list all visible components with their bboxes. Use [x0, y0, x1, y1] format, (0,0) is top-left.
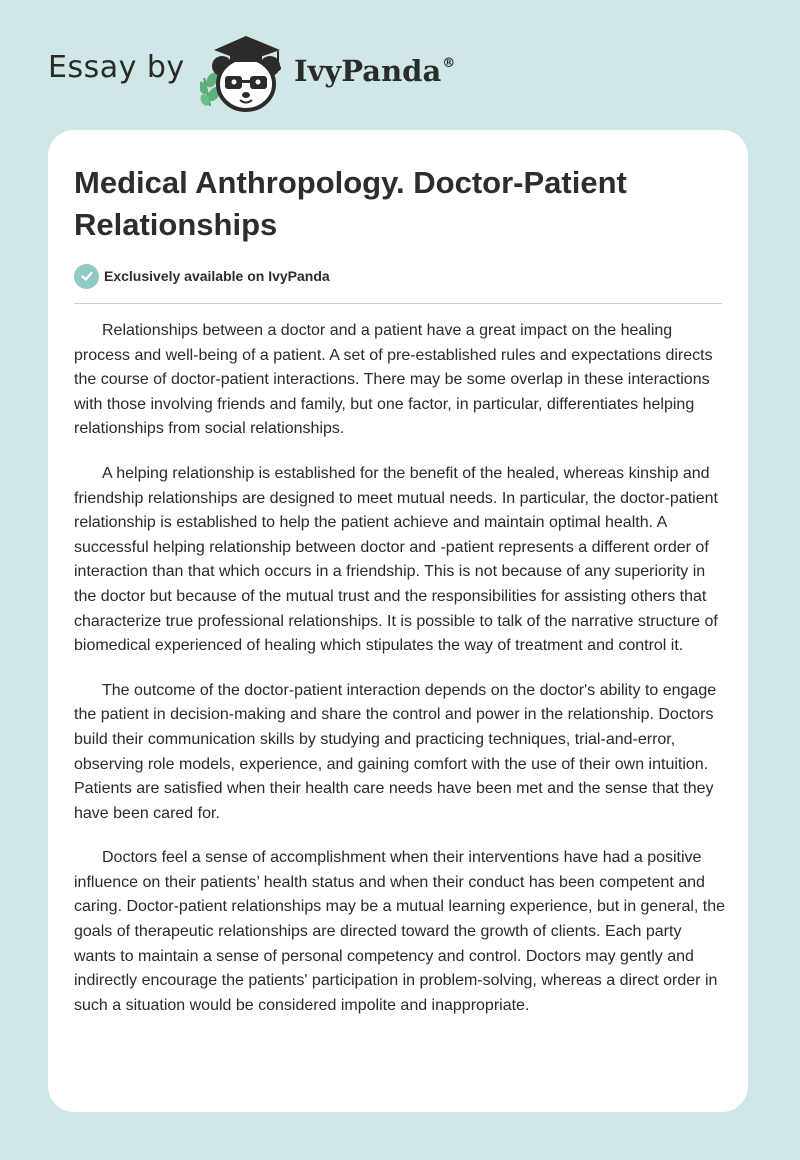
panda-graduation-cap-icon[interactable] — [200, 28, 290, 118]
brand-name[interactable] — [294, 54, 455, 88]
essay-by-label: Essay by — [48, 50, 185, 85]
registered-mark: ® — [442, 56, 456, 71]
paragraph: Doctors feel a sense of accomplishment when their interventions have had a positive influence on their patients’ health status and when their conduct has been competent and caring. Doctor-patient relationships may be a mutual learning experience, but in general, the goals of therapeutic relationships are directed toward the growth of clients. Each party wants to maintain a sense of personal competency and control. Doctors may gently and indirectly encourage the patients' participation in problem-solving, whereas a direct order in such a situation would be considered impolite and inappropriate. — [74, 849, 726, 1014]
check-circle-icon — [74, 264, 99, 289]
paragraph: A helping relationship is established for the benefit of the healed, whereas kinship and friendship relationships are designed to meet mutual needs. In particular, the doctor-patient relationship is established to help the patient achieve and maintain optimal health. A successful helping relationship between doctor and -patient represents a different order of interaction than that which occurs in a friendship. This is not because of any superiority in the doctor but because of the mutual trust and the responsibilities for assisting others that characterize true professional relationships. It is possible to talk of the narrative structure of biomedical experienced of healing which stipulates the way of treatment and control it. — [74, 464, 718, 655]
brand-label: IvyPanda — [294, 54, 442, 88]
essay-card — [48, 130, 748, 1112]
divider — [74, 303, 722, 304]
exclusive-badge — [74, 263, 330, 289]
page-title: Medical Anthropology. Doctor-Patient Relationships — [74, 165, 627, 242]
paragraph: Relationships between a doctor and a patient have a great impact on the healing process and well-being of a patient. A set of pre-established rules and expectations directs the course of doctor-patient interactions. There may be some overlap in these interactions with those involving friends and family, but one factor, in particular, differentiates helping relationships from social relationships. — [74, 322, 713, 438]
exclusive-badge-label: Exclusively available on IvyPanda — [104, 268, 330, 284]
site-header — [48, 28, 508, 118]
essay-body — [74, 319, 726, 1038]
paragraph: The outcome of the doctor-patient interaction depends on the doctor's ability to engage the patient in decision-making and share the control and power in the relationship. Doctors build their communication skills by studying and practicing techniques, trial-and-error, observing role models, experience, and gaining comfort with the use of their own intuition. Patients are satisfied when their health care needs have been met and the sense that they have been cared for. — [74, 681, 717, 822]
